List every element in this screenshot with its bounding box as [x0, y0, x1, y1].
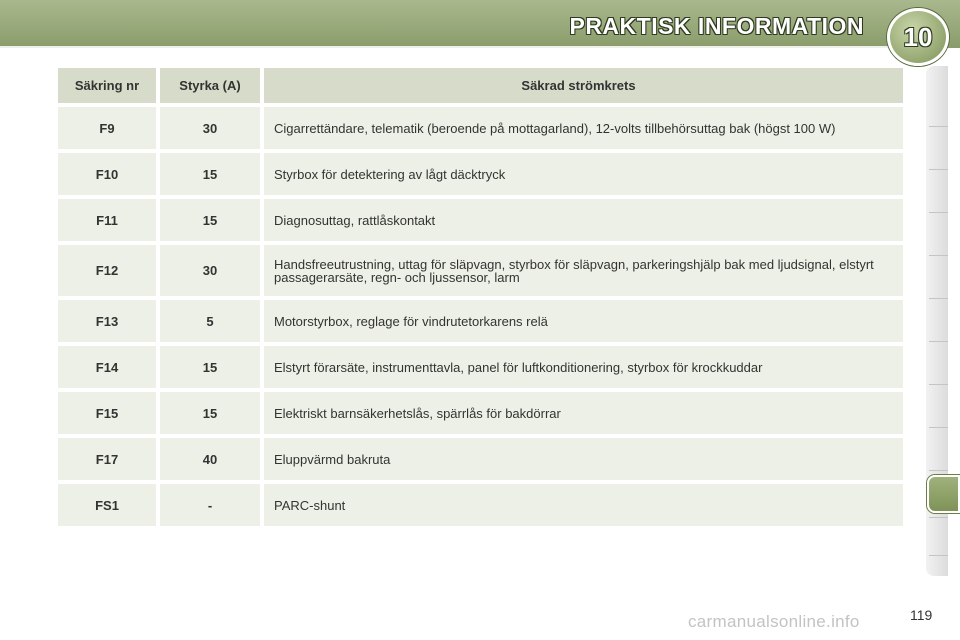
chapter-tab-active[interactable] — [927, 475, 960, 513]
amps-cell: 30 — [160, 245, 260, 296]
fuse-cell: F14 — [58, 346, 156, 388]
fuse-table — [58, 68, 903, 530]
tab-divider — [929, 212, 948, 213]
tab-divider — [929, 384, 948, 385]
amps-cell: 15 — [160, 153, 260, 195]
fuse-cell: FS1 — [58, 484, 156, 526]
table-row — [58, 153, 903, 195]
table-row — [58, 199, 903, 241]
chapter-number: 10 — [903, 21, 933, 52]
table-row — [58, 346, 903, 388]
tab-divider — [929, 341, 948, 342]
amps-cell: - — [160, 484, 260, 526]
tab-divider — [929, 555, 948, 556]
tab-divider — [929, 298, 948, 299]
table-row — [58, 392, 903, 434]
fuse-cell: F12 — [58, 245, 156, 296]
tab-divider — [929, 255, 948, 256]
page-title: PRAKTISK INFORMATION — [569, 13, 864, 39]
circuit-cell: PARC-shunt — [264, 484, 903, 526]
amps-cell: 40 — [160, 438, 260, 480]
circuit-cell: Styrbox för detektering av lågt däcktryck — [264, 153, 903, 195]
table-row — [58, 107, 903, 149]
amps-cell: 15 — [160, 346, 260, 388]
circuit-cell: Motorstyrbox, reglage för vindrutetorkarens relä — [264, 300, 903, 342]
amps-cell: 15 — [160, 199, 260, 241]
fuse-cell: F17 — [58, 438, 156, 480]
tab-divider — [929, 470, 948, 471]
table-row — [58, 484, 903, 526]
fuse-cell: F15 — [58, 392, 156, 434]
amps-cell: 5 — [160, 300, 260, 342]
column-header-circuit: Säkrad strömkrets — [264, 68, 903, 103]
header-underline — [0, 46, 890, 49]
table-row — [58, 245, 903, 296]
circuit-cell: Elektriskt barnsäkerhetslås, spärrlås för bakdörrar — [264, 392, 903, 434]
circuit-cell: Elstyrt förarsäte, instrumenttavla, panel för luftkonditionering, styrbox för krockkuddar — [264, 346, 903, 388]
fuse-cell: F11 — [58, 199, 156, 241]
amps-cell: 15 — [160, 392, 260, 434]
fuse-cell: F10 — [58, 153, 156, 195]
tab-divider — [929, 427, 948, 428]
tab-divider — [929, 517, 948, 518]
circuit-cell: Handsfreeutrustning, uttag för släpvagn, styrbox för släpvagn, parkeringshjälp bak med ljudsignal, elstyrt passagerarsäte, regn- och ljussensor, larm — [264, 245, 903, 296]
circuit-cell: Eluppvärmd bakruta — [264, 438, 903, 480]
table-header-row — [58, 68, 903, 103]
watermark: carmanualsonline.info — [688, 612, 860, 631]
table-row — [58, 438, 903, 480]
fuse-cell: F13 — [58, 300, 156, 342]
page-number: 119 — [910, 607, 933, 623]
circuit-cell: Diagnosuttag, rattlåskontakt — [264, 199, 903, 241]
tab-divider — [929, 169, 948, 170]
tab-divider — [929, 126, 948, 127]
chapter-badge — [887, 8, 949, 66]
table-row — [58, 300, 903, 342]
amps-cell: 30 — [160, 107, 260, 149]
circuit-cell: Cigarrettändare, telematik (beroende på mottagarland), 12-volts tillbehörsuttag bak (högst 100 W) — [264, 107, 903, 149]
fuse-cell: F9 — [58, 107, 156, 149]
column-header-amps: Styrka (A) — [160, 68, 260, 103]
column-header-fuse: Säkring nr — [58, 68, 156, 103]
